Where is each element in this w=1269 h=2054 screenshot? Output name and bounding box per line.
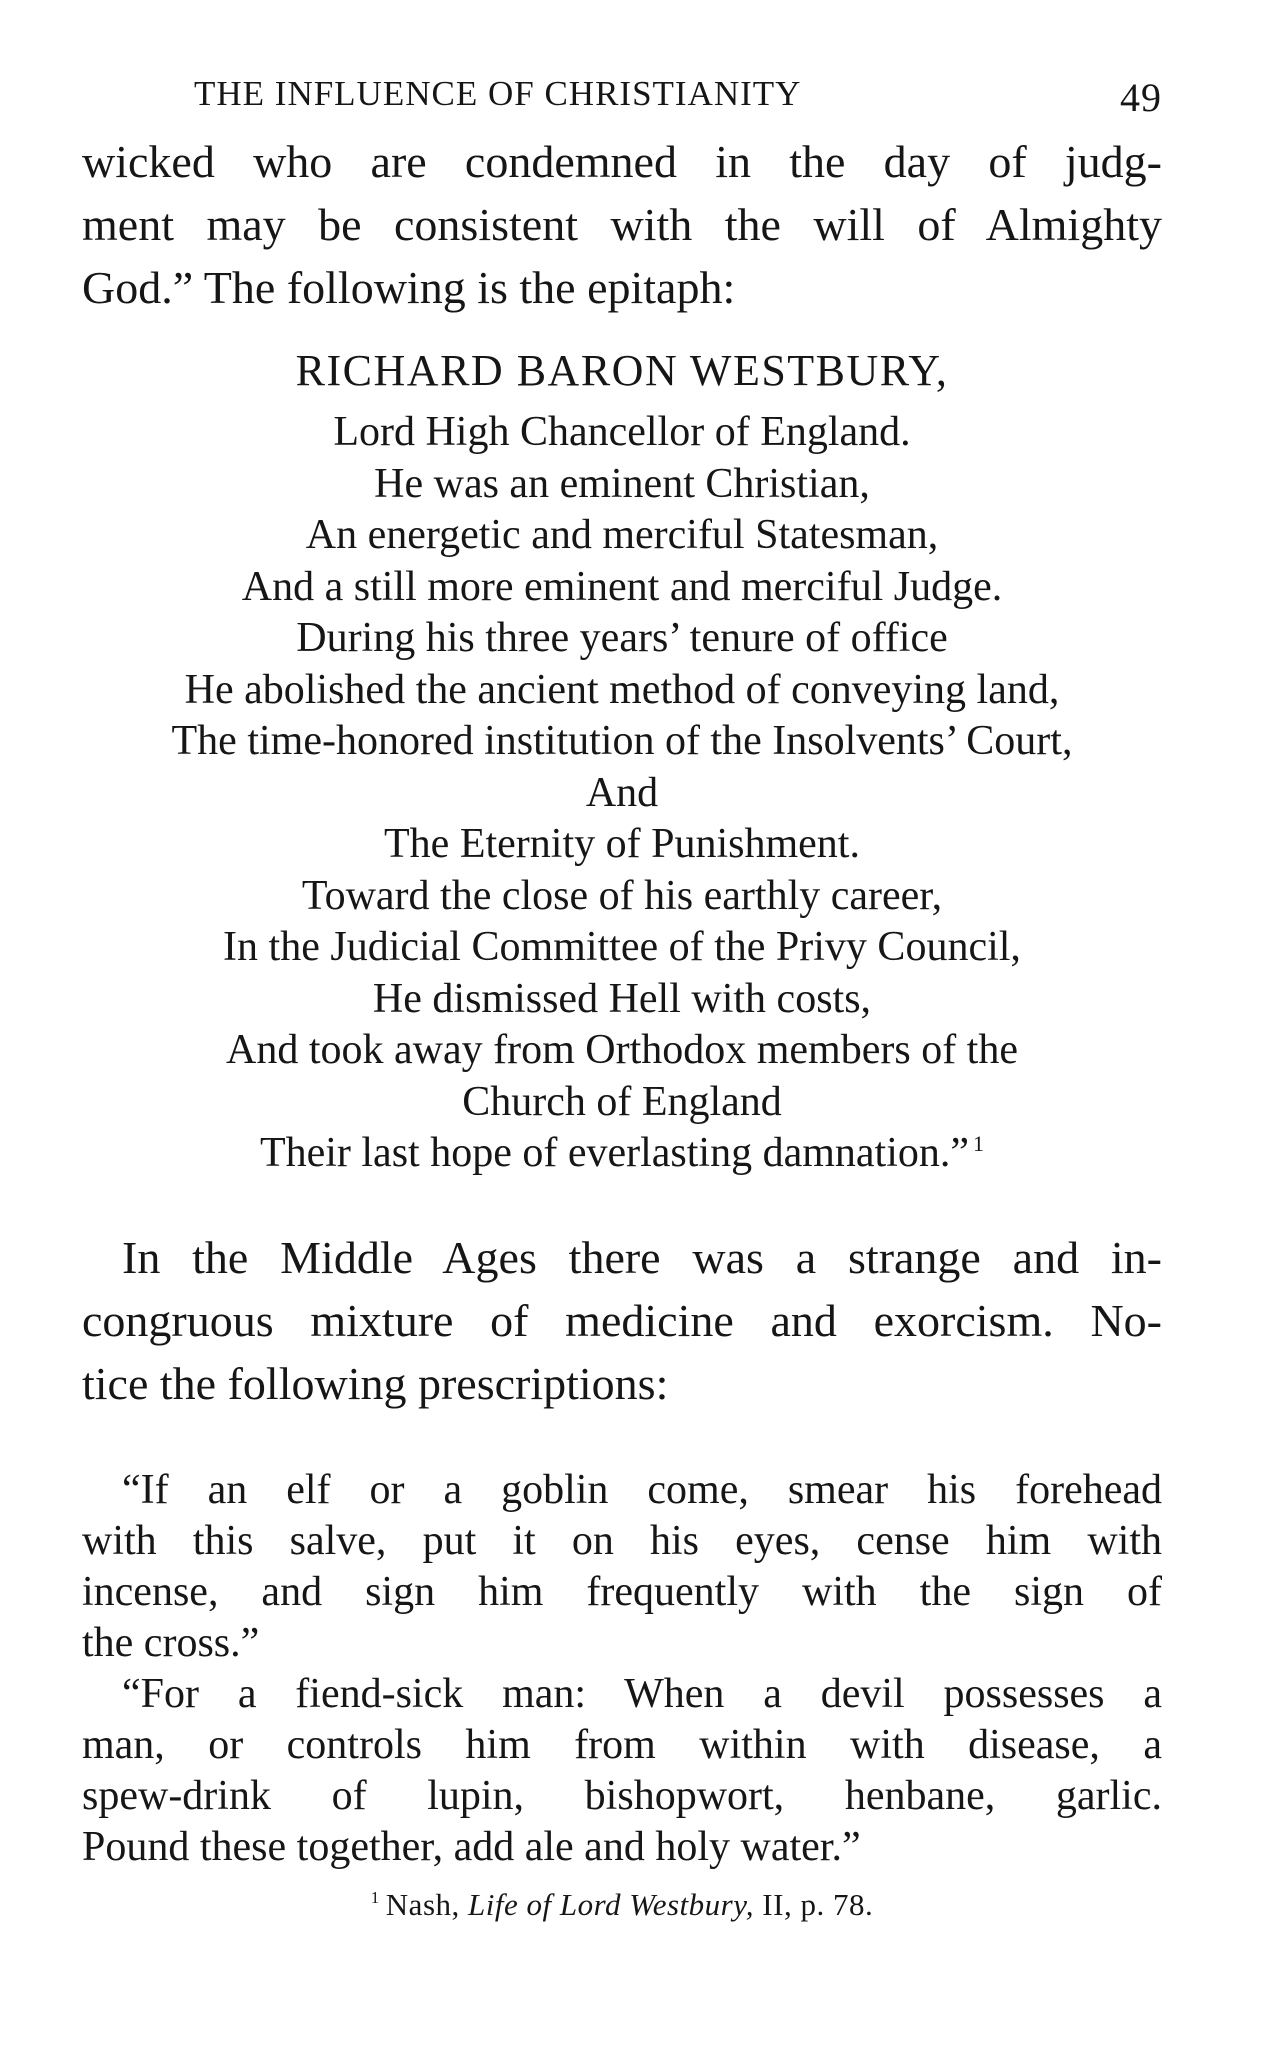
epitaph-line: Church of England <box>462 1078 782 1125</box>
epitaph-line: And a still more eminent and merciful Judge. <box>241 563 1003 610</box>
middle-ages-paragraph <box>82 1226 1162 1415</box>
footnote <box>82 1887 1162 1923</box>
epitaph-line-text: Their last hope of everlasting damnation.” <box>259 1130 970 1176</box>
epitaph <box>82 341 1162 1180</box>
quote-line: the cross.” <box>82 1619 260 1666</box>
prescription-quote-elf <box>82 1465 1162 1669</box>
epitaph-line: And <box>585 769 659 816</box>
epitaph-final-line <box>82 1128 1162 1180</box>
paragraph-line: In the Middle Ages there was a strange and in- <box>122 1231 1162 1283</box>
opening-paragraph <box>82 130 1162 319</box>
epitaph-line: Lord High Chancellor of England. <box>333 409 911 455</box>
footnote-reference: 1 <box>973 1131 985 1156</box>
book-page <box>82 60 1162 1923</box>
quote-line: Pound these together, add ale and holy water.” <box>82 1823 861 1870</box>
paragraph-line: ment may be consistent with the will of Almighty <box>82 199 1162 250</box>
epitaph-line: He dismissed Hell with costs, <box>372 975 872 1022</box>
quote-line: “If an elf or a goblin come, smear his forehead <box>122 1466 1162 1513</box>
paragraph-line: congruous mixture of medicine and exorcism. No- <box>82 1294 1162 1346</box>
quote-line: man, or controls him from within with disease, a <box>82 1721 1162 1768</box>
epitaph-line: The Eternity of Punishment. <box>384 821 860 867</box>
epitaph-line: In the Judicial Committee of the Privy Council, <box>223 924 1021 970</box>
footnote-reference-text: II, p. 78. <box>762 1886 874 1922</box>
footnote-book-title: Life of Lord Westbury, <box>468 1886 755 1922</box>
epitaph-line: He abolished the ancient method of conveying land, <box>184 666 1060 713</box>
epitaph-line: The time-honored institution of the Insolvents’ Court, <box>171 718 1073 764</box>
paragraph-line: tice the following prescriptions: <box>82 1357 669 1409</box>
quote-line: with this salve, put it on his eyes, cense him with <box>82 1517 1162 1564</box>
epitaph-line: An energetic and merciful Statesman, <box>305 512 939 558</box>
epitaph-line: And took away from Orthodox members of the <box>226 1027 1018 1073</box>
quote-line: “For a fiend-sick man: When a devil possesses a <box>122 1670 1162 1717</box>
quote-line: incense, and sign him frequently with the sign of <box>82 1568 1162 1615</box>
footnote-marker: 1 <box>370 1888 380 1908</box>
running-title: THE INFLUENCE OF CHRISTIANITY <box>194 74 802 113</box>
quote-line: spew-drink of lupin, bishopwort, henbane, garlic. <box>82 1772 1162 1819</box>
page-number: 49 <box>1120 75 1162 120</box>
footnote-author: Nash, <box>385 1886 460 1922</box>
epitaph-line: Toward the close of his earthly career, <box>301 872 943 919</box>
prescription-quote-fiend <box>82 1669 1162 1873</box>
paragraph-line: wicked who are condemned in the day of judg- <box>82 136 1162 187</box>
epitaph-line: He was an eminent Christian, <box>374 460 870 507</box>
running-head <box>82 60 1162 120</box>
paragraph-line: God.” The following is the epitaph: <box>82 262 736 313</box>
epitaph-heading: RICHARD BARON WESTBURY, <box>295 346 949 395</box>
epitaph-line: During his three years’ tenure of office <box>296 615 948 661</box>
